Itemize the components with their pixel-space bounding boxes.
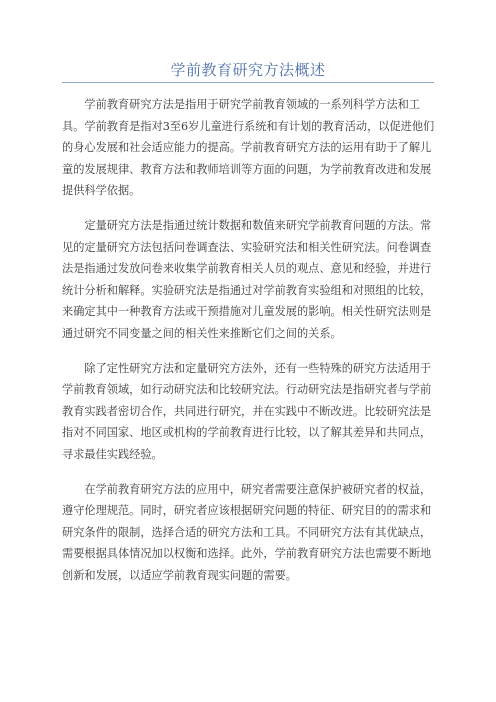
title-underline xyxy=(62,82,434,83)
paragraph-application: 在学前教育研究方法的应用中，研究者需要注意保护被研究者的权益，遵守伦理规范。同时，研究者应该根据研究问题的特征、研究目的的需求和研究条件的限制，选择合适的研究方法和工具。不同研究方法有其优缺点，需要根据具体情况加以权衡和选择。此外，学前教育研究方法也需要不断地创新和发展，以适应学前教育现实问题的需要。 xyxy=(62,482,432,582)
paragraph-special-methods: 除了定性研究方法和定量研究方法外，还有一些特殊的研究方法适用于学前教育领域，如行动研究法和比较研究法。行动研究法是指研究者与学前教育实践者密切合作，共同进行研究，并在实践中不断改进。比较研究法是指对不同国家、地区或机构的学前教育进行比较，以了解其差异和共同点，寻求最佳实践经验。 xyxy=(62,361,432,461)
paragraph-intro: 学前教育研究方法是指用于研究学前教育领域的一系列科学方法和工具。学前教育是指对3至6岁儿童进行系统和有计划的教育活动，以促进他们的身心发展和社会适应能力的提高。学前教育研究方法的运用有助于了解儿童的发展规律、教育方法和教师培训等方面的问题，为学前教育改进和发展提供科学依据。 xyxy=(62,98,435,198)
document-body xyxy=(62,94,436,599)
page-title: 学前教育研究方法概述 xyxy=(170,61,326,79)
paragraph-quantitative: 定量研究方法是指通过统计数据和数值来研究学前教育问题的方法。常见的定量研究方法包括问卷调查法、实验研究法和相关性研究法。问卷调查法是指通过发放问卷来收集学前教育相关人员的观点、意见和经验，并进行统计分析和解释。实验研究法是指通过对学前教育实验组和对照组的比较，来确定其中一种教育方法或干预措施对儿童发展的影响。相关性研究法则是通过研究不同变量之间的相关性来推断它们之间的关系。 xyxy=(62,218,432,340)
